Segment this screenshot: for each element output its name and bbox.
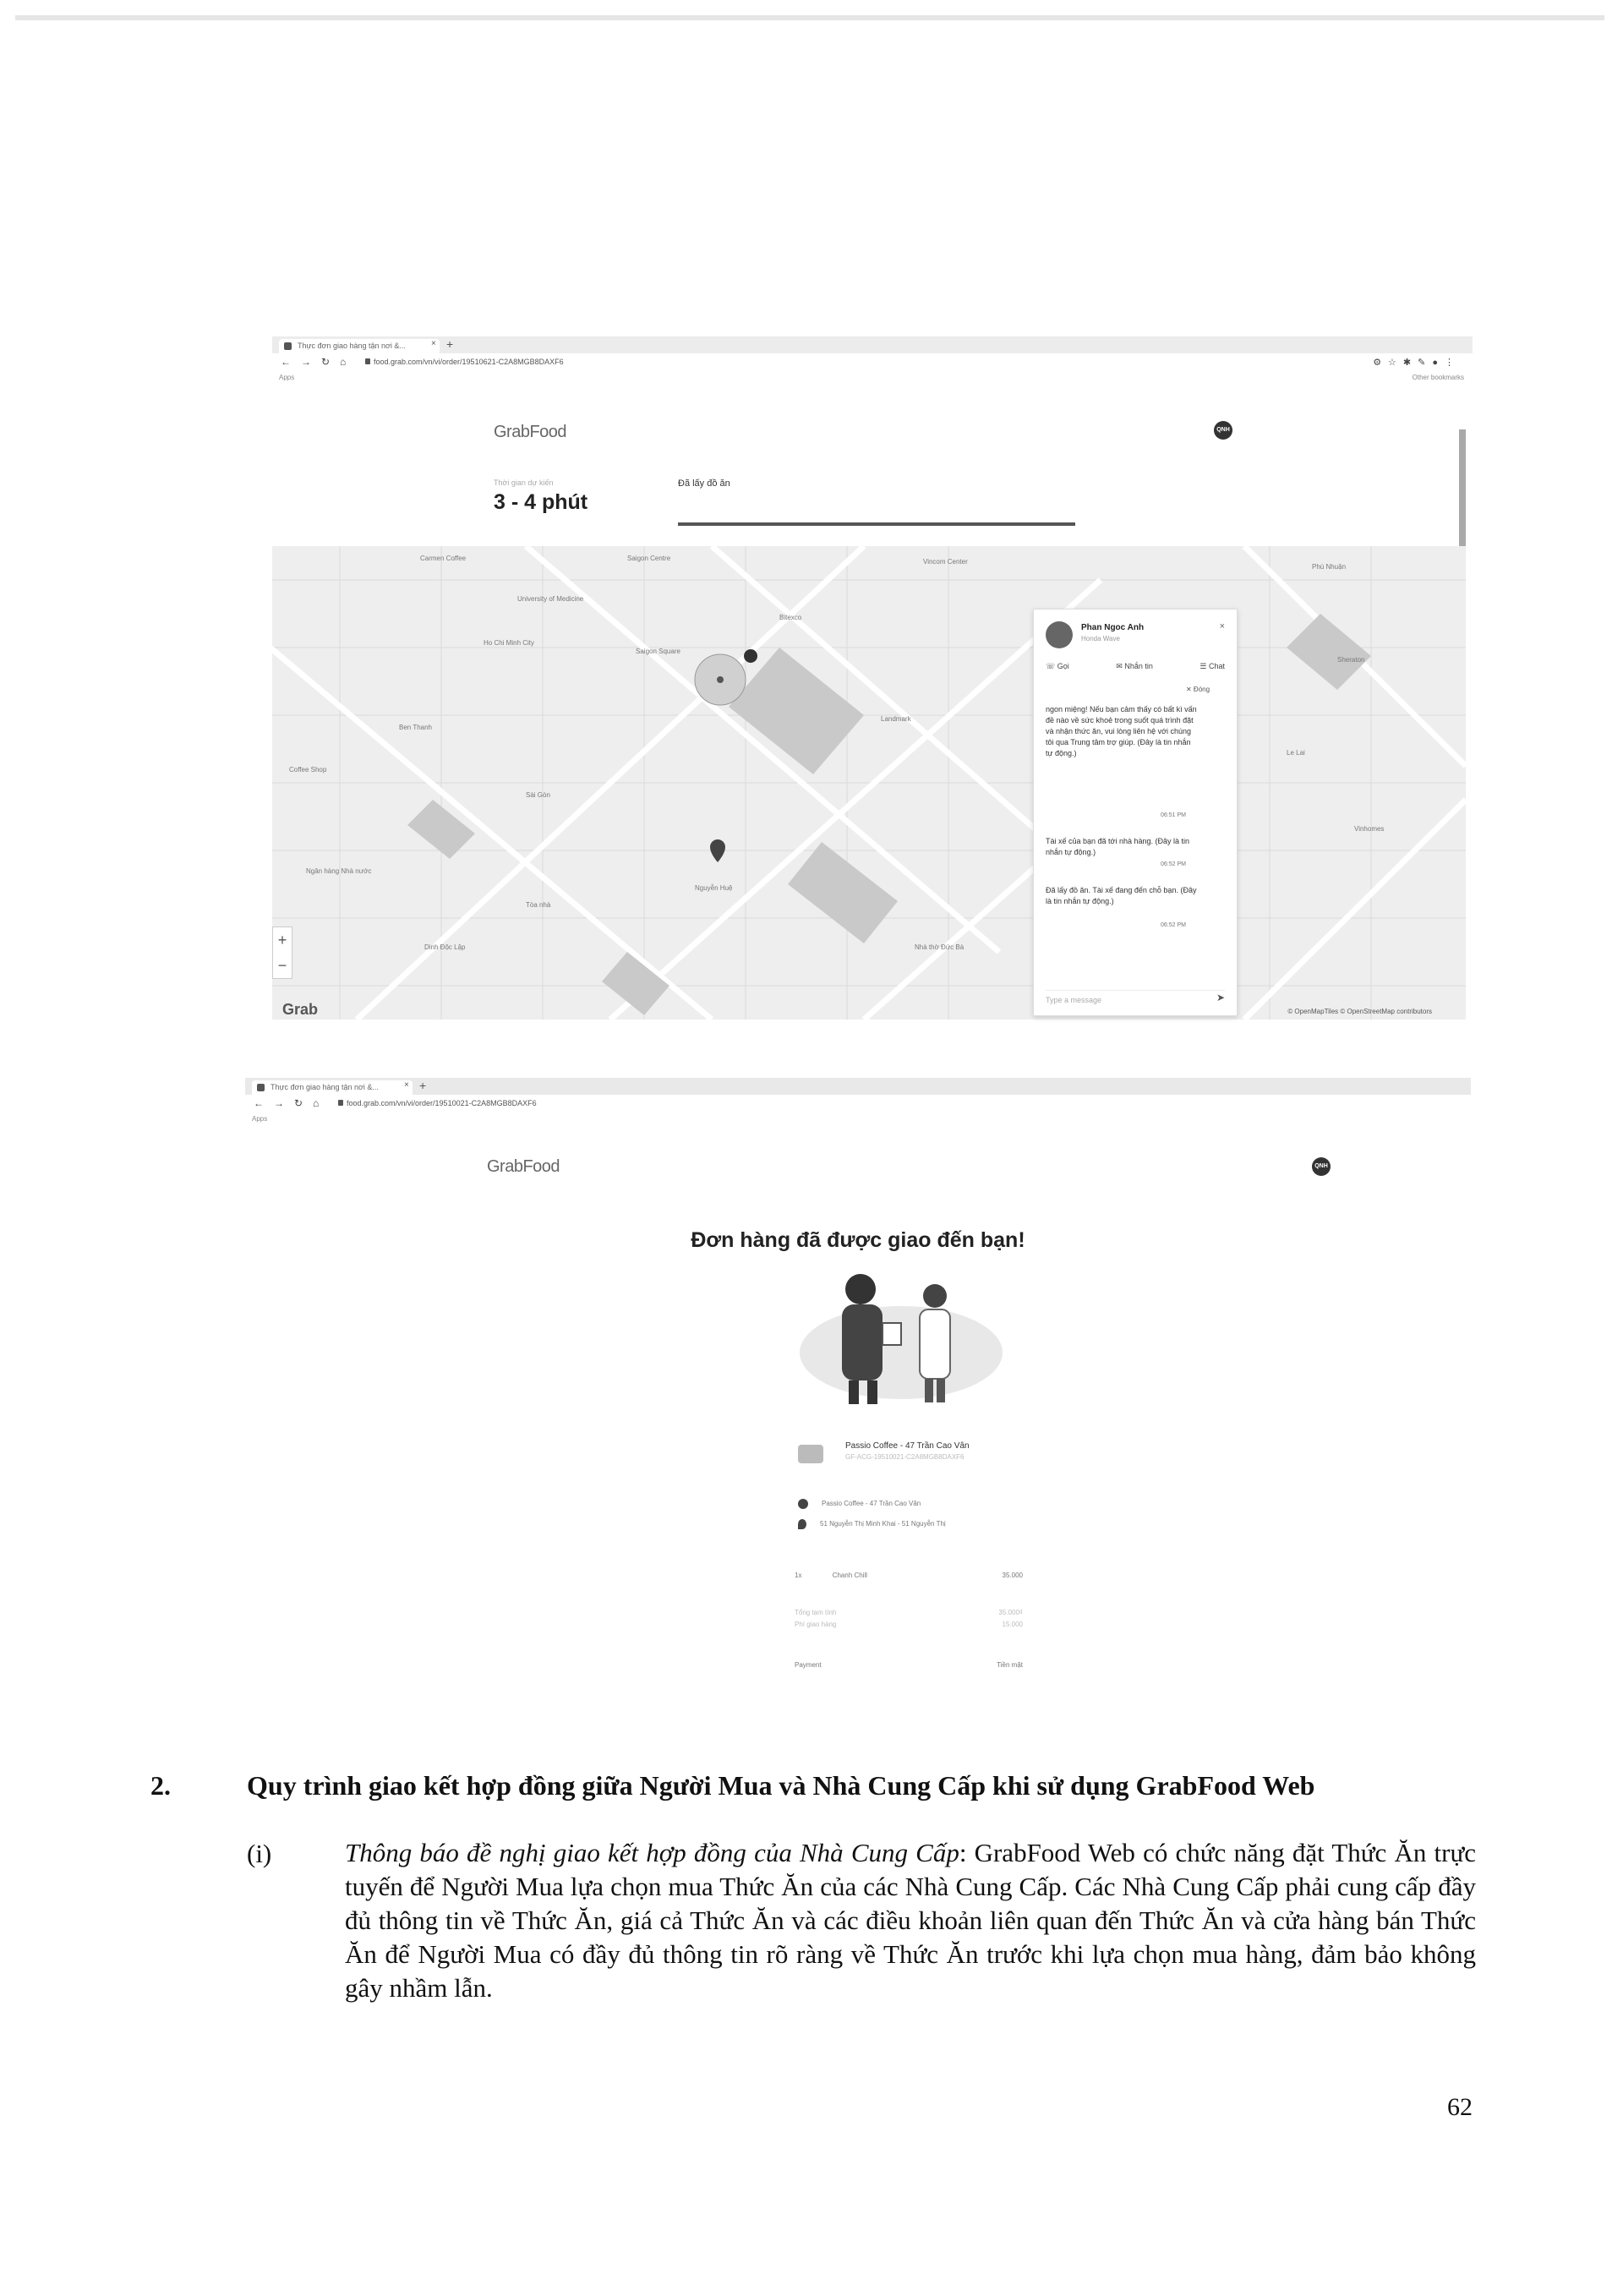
status-progress-bar bbox=[678, 522, 1075, 526]
merchant-name: Passio Coffee - 47 Trần Cao Vân bbox=[845, 1441, 970, 1451]
order-item-row bbox=[795, 1572, 1023, 1579]
map-label: Ben Thanh bbox=[399, 724, 432, 731]
map-grab-logo: Grab bbox=[282, 1001, 319, 1018]
map-label: Nhà thờ Đức Bà bbox=[915, 943, 965, 951]
bookmark-apps[interactable]: Apps bbox=[252, 1115, 268, 1123]
map-attribution[interactable]: © OpenMapTiles © OpenStreetMap contributors bbox=[1287, 1008, 1432, 1015]
map-label: Carmen Coffee bbox=[420, 555, 467, 562]
user-avatar[interactable]: QNH bbox=[1214, 421, 1232, 440]
location-pin-icon bbox=[798, 1519, 806, 1529]
browser-tab-bar bbox=[245, 1078, 1471, 1096]
logo-food-text: Food bbox=[529, 423, 567, 441]
item-price: 35.000 bbox=[1002, 1572, 1023, 1579]
tab-title: Thực đơn giao hàng tận nơi &... bbox=[270, 1083, 379, 1091]
item-body: GrabFood Web có chức năng đặt Thức Ăn trực tuyến để Người Mua lựa chọn mua Thức Ăn của các Nhà Cung Cấp. Các Nhà Cung Cấp phải cung cấp đầy đủ thông tin về Thức Ăn, giá cả Thức Ăn và các điều khoản liên quan đến Thức Ăn và cửa hàng bán Thức Ăn để Người Mua có đầy đủ thông tin rõ ràng về Thức Ăn trước khi lựa chọn mua hàng, đảm bảo không gây nhầm lẫn. bbox=[345, 1838, 1477, 2003]
favicon-icon bbox=[257, 1084, 265, 1091]
map-label: Bitexco bbox=[779, 614, 802, 621]
browser-tab[interactable] bbox=[252, 1080, 413, 1095]
order-status: Đã lấy đồ ăn bbox=[678, 478, 730, 489]
new-tab-button[interactable]: + bbox=[446, 337, 454, 351]
store-icon bbox=[798, 1445, 823, 1463]
item-paragraph bbox=[345, 1836, 1476, 2005]
store-dot-icon bbox=[798, 1499, 808, 1509]
delivery-illustration bbox=[800, 1264, 1003, 1408]
zoom-in-button[interactable]: + bbox=[277, 932, 287, 948]
map-label: Sài Gòn bbox=[526, 791, 550, 799]
item-colon: : bbox=[959, 1838, 967, 1867]
map-label: Saigon Centre bbox=[627, 555, 671, 562]
bookmarks-bar bbox=[272, 372, 1473, 385]
map-label: Ho Chi Minh City bbox=[484, 639, 535, 647]
browser-tab-bar bbox=[272, 336, 1473, 354]
screenshot-order-delivered bbox=[245, 1078, 1471, 1703]
map-label: Nguyễn Huệ bbox=[695, 884, 733, 892]
back-arrow-icon[interactable]: ← bbox=[254, 1097, 264, 1109]
message-button[interactable]: ✉ Nhắn tin bbox=[1116, 662, 1153, 670]
tab-close-icon[interactable]: × bbox=[404, 1080, 409, 1090]
logo-grab-text: Grab bbox=[494, 423, 530, 441]
item-heading: Thông báo đề nghị giao kết hợp đồng của Nhà Cung Cấp bbox=[345, 1838, 959, 1867]
map-label: Tòa nhà bbox=[526, 901, 551, 909]
pickup-address: Passio Coffee - 47 Trần Cao Vân bbox=[822, 1500, 921, 1508]
chat-message: Tài xế của bạn đã tới nhà hàng. (Đây là tin nhắn tự động.) bbox=[1046, 837, 1190, 856]
reload-icon[interactable]: ↻ bbox=[294, 1097, 303, 1109]
url-field[interactable] bbox=[338, 1099, 537, 1107]
bookmarks-bar bbox=[245, 1113, 1471, 1127]
payment-label: Payment bbox=[795, 1661, 822, 1669]
bookmark-apps[interactable]: Apps bbox=[279, 374, 295, 381]
chat-message-time: 06:52 PM bbox=[1161, 861, 1186, 867]
section-title: Quy trình giao kết hợp đồng giữa Người Mua và Nhà Cung Cấp khi sử dụng GrabFood Web bbox=[247, 1770, 1315, 1801]
map-label: Saigon Square bbox=[636, 648, 680, 655]
browser-tab[interactable] bbox=[279, 339, 440, 353]
zoom-out-button[interactable]: − bbox=[277, 957, 287, 974]
map-label: Landmark bbox=[881, 715, 911, 723]
lock-icon bbox=[365, 358, 370, 364]
delivered-title: Đơn hàng đã được giao đến bạn! bbox=[691, 1228, 1025, 1252]
chat-input[interactable]: Type a message bbox=[1046, 990, 1225, 1004]
favicon-icon bbox=[284, 342, 292, 350]
subtotal-value: 35.000₫ bbox=[998, 1609, 1023, 1616]
eta-value: 3 - 4 phút bbox=[494, 490, 588, 514]
map-label: Ngân hàng Nhà nước bbox=[306, 867, 372, 875]
lock-icon bbox=[338, 1100, 343, 1106]
screenshot-order-tracking bbox=[272, 336, 1473, 1021]
call-label: Gọi bbox=[1057, 662, 1069, 670]
url-field[interactable] bbox=[365, 358, 564, 366]
user-avatar[interactable]: QNH bbox=[1312, 1157, 1331, 1176]
chat-message: Đã lấy đồ ăn. Tài xế đang đến chỗ bạn. (Đây là tin nhắn tự động.) bbox=[1046, 886, 1197, 905]
chat-message: ngon miệng! Nếu bạn cảm thấy có bất kì vấn đề nào về sức khoẻ trong suốt quá trình đặt và nhận thức ăn, vui lòng liên hệ với chúng tôi qua Trung tâm trợ giúp. (Đây là tin nhắn tự động.) bbox=[1046, 705, 1197, 757]
chat-message-time: 06:52 PM bbox=[1161, 922, 1186, 928]
item-quantity: 1x bbox=[795, 1572, 802, 1579]
address-bar bbox=[272, 353, 1473, 372]
new-tab-button[interactable]: + bbox=[419, 1079, 427, 1092]
address-bar bbox=[245, 1095, 1471, 1113]
order-id: GF-ACG-19510021-C2A8MGB8DAXF6 bbox=[845, 1453, 965, 1461]
driver-avatar bbox=[1046, 621, 1073, 648]
item-name: Chanh Chill bbox=[832, 1572, 868, 1579]
url-text: food.grab.com/vn/vi/order/19510621-C2A8MGB8DAXF6 bbox=[374, 358, 564, 366]
grabfood-logo[interactable] bbox=[487, 1157, 560, 1177]
chat-dismiss[interactable]: ✕ Đóng bbox=[1186, 686, 1210, 693]
map-label: Dinh Độc Lập bbox=[424, 943, 466, 951]
forward-arrow-icon[interactable]: → bbox=[274, 1097, 284, 1109]
back-arrow-icon[interactable]: ← bbox=[281, 356, 291, 368]
send-icon[interactable]: ➤ bbox=[1216, 992, 1225, 1003]
url-text: food.grab.com/vn/vi/order/19510021-C2A8MGB8DAXF6 bbox=[347, 1099, 537, 1107]
grabfood-logo[interactable] bbox=[494, 423, 566, 442]
subtotal-row bbox=[795, 1609, 1023, 1616]
map-label: Coffee Shop bbox=[289, 766, 327, 774]
call-button[interactable]: ☏ Gọi bbox=[1046, 662, 1069, 670]
map-label: Sheraton bbox=[1337, 656, 1365, 664]
fee-value: 15.000 bbox=[1002, 1621, 1023, 1628]
map-label: Vinhomes bbox=[1354, 825, 1385, 833]
page-top-border bbox=[15, 15, 1604, 20]
page-number: 62 bbox=[1447, 2093, 1473, 2121]
payment-row bbox=[795, 1661, 1023, 1669]
logo-food-text: Food bbox=[522, 1157, 560, 1176]
browser-extension-icons[interactable]: ⚙☆✱✎●⋮ bbox=[1373, 358, 1461, 368]
map[interactable] bbox=[272, 546, 1466, 1020]
message-label: Nhắn tin bbox=[1124, 662, 1153, 670]
item-number: (i) bbox=[247, 1839, 272, 1868]
subtotal-label: Tổng tạm tính bbox=[795, 1609, 837, 1616]
driver-chat-panel bbox=[1033, 609, 1238, 1016]
reload-icon[interactable]: ↻ bbox=[321, 356, 331, 368]
dropoff-address: 51 Nguyễn Thị Minh Khai - 51 Nguyễn Thị bbox=[820, 1520, 946, 1528]
logo-grab-text: Grab bbox=[487, 1157, 523, 1176]
bookmark-other[interactable]: Other bookmarks bbox=[1412, 374, 1464, 381]
payment-value: Tiền mặt bbox=[997, 1661, 1023, 1669]
map-label: Vincom Center bbox=[923, 558, 968, 566]
chat-label: Chat bbox=[1208, 662, 1225, 670]
chat-close-icon[interactable]: × bbox=[1219, 621, 1225, 631]
driver-name: Phan Ngoc Anh bbox=[1081, 623, 1145, 632]
fee-label: Phí giao hàng bbox=[795, 1621, 837, 1628]
chat-message-time: 06:51 PM bbox=[1161, 812, 1186, 818]
forward-arrow-icon[interactable]: → bbox=[301, 356, 311, 368]
driver-vehicle: Honda Wave bbox=[1081, 635, 1120, 642]
map-label: Le Lai bbox=[1287, 749, 1305, 757]
map-zoom-control bbox=[272, 927, 292, 979]
map-label: University of Medicine bbox=[517, 595, 584, 603]
section-number: 2. bbox=[150, 1770, 171, 1801]
home-icon[interactable]: ⌂ bbox=[313, 1097, 320, 1109]
tab-title: Thực đơn giao hàng tận nơi &... bbox=[298, 342, 406, 350]
chat-button[interactable]: ☰ Chat bbox=[1199, 662, 1225, 670]
tab-close-icon[interactable]: × bbox=[431, 339, 436, 348]
dropoff-row bbox=[798, 1519, 946, 1529]
map-label: Phú Nhuận bbox=[1312, 563, 1347, 571]
home-icon[interactable]: ⌂ bbox=[340, 356, 347, 368]
pickup-row bbox=[798, 1499, 921, 1509]
eta-label: Thời gian dự kiến bbox=[494, 478, 554, 487]
fee-row bbox=[795, 1621, 1023, 1628]
chat-actions bbox=[1046, 662, 1225, 671]
